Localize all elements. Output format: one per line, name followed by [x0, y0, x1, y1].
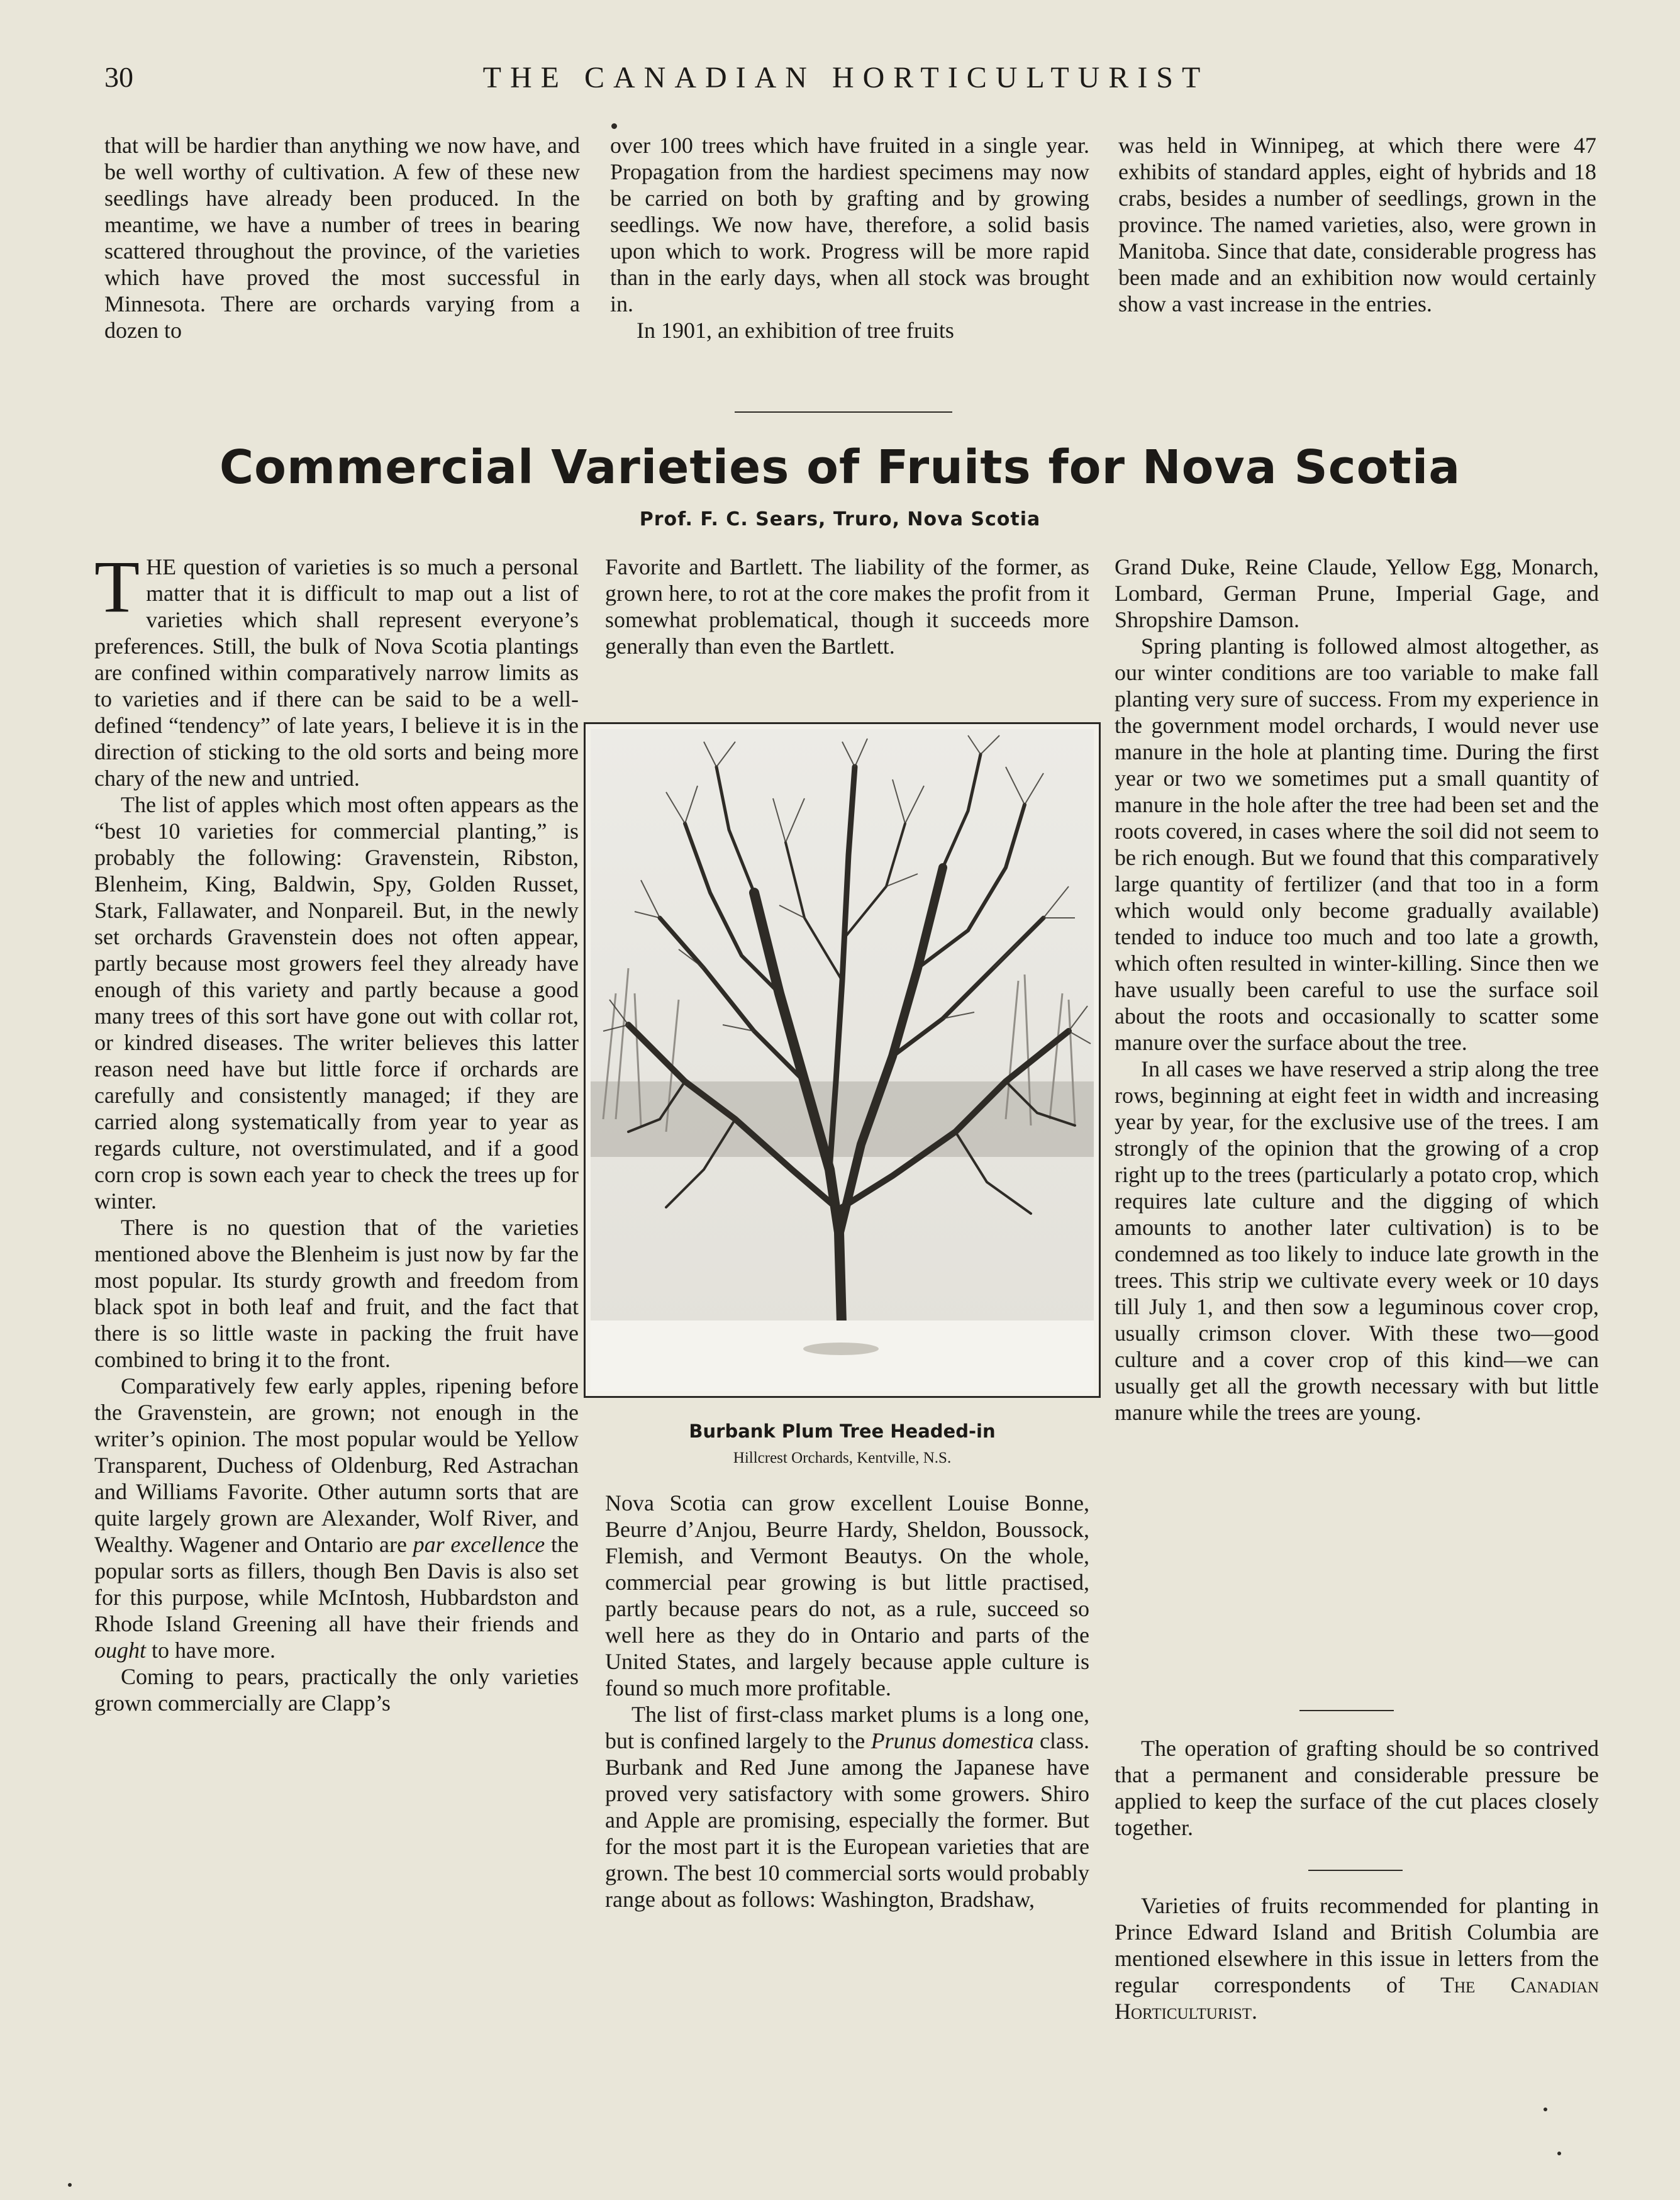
print-speck	[1557, 2152, 1561, 2155]
article-paragraph: Grand Duke, Reine Claude, Yellow Egg, Monarch, Lombard, German Prune, Imperial Gage, and Shropshire Damson.	[1115, 554, 1599, 632]
continued-paragraph: over 100 trees which have fruited in a single year. Propagation from the hardiest specimens may now be carried on both by grafting and by growing seedlings. We now have, therefore, a solid basis upon which to work. Progress will be more rapid than in the early days, when all stock was brought in.	[610, 133, 1089, 316]
article-paragraph: In all cases we have reserved a strip along the tree rows, beginning at eight feet in width and increasing year by year, for the exclusive use of the trees. I am strongly of the opinion that the growing of a crop right up to the trees (particularly a potato crop, which requires late culture and the digging of which amounts to another later cultivation) is to be condemned as too likely to induce late growth in the trees. This strip we cultivate every week or 10 days till July 1, and then sow a leguminous cover crop, usually crimson clover. With these two—good culture and a cover crop of this kind—we can usually get all the growth necessary with but little manure while the trees are young.	[1115, 1056, 1599, 1425]
article-paragraph: The list of apples which most often appears as the “best 10 varieties for commercial planting,” is probably the following: Gravenstein, Ribston, Blenheim, King, Baldwin, Spy, Golden Russet, Stark, Fallawater, and Nonpareil. But, in the newly set orchards Gravenstein does not often appear, partly because most growers feel they already have enough of this variety and partly because a good many trees of this sort have gone out with collar rot, or kindred diseases. The writer believes this latter reason need have but little force if orchards are carefully and consistently managed; if they are carried along systematically from year to year as regards culture, not overstimulated, and if a good corn crop is sown each year to check the trees up for winter.	[94, 792, 579, 1214]
section-divider	[735, 411, 952, 413]
print-speck	[68, 2183, 72, 2187]
continued-text-column-2	[610, 132, 1089, 343]
section-divider	[1299, 1710, 1394, 1711]
note-paragraph: The operation of grafting should be so contrived that a permanent and considerable pressure be applied to keep the surface of the cut places closely together.	[1115, 1736, 1599, 1840]
continued-paragraph: In 1901, an exhibition of tree fruits	[637, 318, 954, 343]
print-speck	[611, 123, 617, 129]
article-paragraph: Comparatively few early apples, ripening before the Gravenstein, are grown; not enough in the writer’s opinion. The most popular would be Yellow Transparent, Duchess of Oldenburg, Red Astrachan and Williams Favorite. Other autumn sorts that are quite largely grown are Alexander, Wolf River, and Wealthy. Wagener and Ontario are par excellence the popular sorts as fillers, though Ben Davis is also set for this purpose, while McIntosh, Hubbardston and Rhode Island Greening all have their friends and ought to have more.	[94, 1373, 579, 1663]
figure-credit: Hillcrest Orchards, Kentville, N.S.	[733, 1449, 952, 1466]
page-number: 30	[104, 61, 133, 93]
article-byline: Prof. F. C. Sears, Truro, Nova Scotia	[639, 508, 1041, 530]
article-paragraph: There is no question that of the varieties mentioned above the Blenheim is just now by far the most popular. Its sturdy growth and freedom from black spot in both leaf and fruit, and the fact that there is so little waste in packing the fruit have combined to bring it to the front.	[94, 1215, 579, 1372]
continued-paragraph: that will be hardier than anything we now have, and be well worthy of cultivation. A few of these new seedlings have already been produced. In the meantime, we have a number of trees in bearing scattered throughout the province, of the varieties which have proved the most successful in Minnesota. There are orchards varying from a dozen to	[104, 133, 580, 343]
continued-paragraph: was held in Winnipeg, at which there were 47 exhibits of standard apples, eight of hybrids and 18 crabs, besides a number of seedlings, grown in the province. The named varieties, also, were grown in Manitoba. Since that date, considerable progress has been made and an exhibition now would certainly show a vast increase in the entries.	[1118, 133, 1596, 316]
grafting-note	[1115, 1735, 1599, 1841]
continued-text-column-3	[1118, 132, 1596, 317]
article-column-2-top	[605, 554, 1089, 659]
article-paragraph: The list of first-class market plums is a long one, but is confined largely to the Prunus domestica class. Burbank and Red June among the Japanese have proved very satisfactory with some growers. Shiro and Apple are promising, especially the former. But for the most part it is the European varieties that are grown. The best 10 commercial sorts would probably range about as follows: Washington, Bradshaw,	[605, 1702, 1089, 1912]
figure-caption: Burbank Plum Tree Headed-in	[689, 1421, 996, 1442]
plum-tree-illustration	[591, 729, 1094, 1391]
note-paragraph: Varieties of fruits recommended for planting in Prince Edward Island and British Columbia are mentioned elsewhere in this issue in letters from the regular correspondents of The Canadian Horticulturist.	[1115, 1893, 1599, 2024]
article-paragraph: Nova Scotia can grow excellent Louise Bonne, Beurre d’Anjou, Beurre Hardy, Sheldon, Boussock, Flemish, and Vermont Beautys. On the whole, commercial pear growing is but little practised, partly because pears do not, as a rule, succeed so well here as they do in Ontario and parts of the United States, and largely because apple culture is found so much more profitable.	[605, 1490, 1089, 1700]
article-title: Commercial Varieties of Fruits for Nova Scotia	[219, 440, 1461, 494]
print-speck	[1544, 2108, 1547, 2111]
article-paragraph: Coming to pears, practically the only varieties grown commercially are Clapp’s	[94, 1664, 579, 1716]
drop-cap: T	[94, 545, 140, 628]
article-column-1	[94, 545, 579, 1716]
article-paragraph: THE question of varieties is so much a personal matter that it is difficult to map out a list of varieties which shall represent everyone’s preferences. Still, the bulk of Nova Scotia plantings are confined within comparatively narrow limits as to varieties and if there can be said to be a well-defined “tendency” of late years, I believe it is in the direction of sticking to the old sorts and being more chary of the new and untried.	[94, 545, 579, 791]
varieties-note	[1115, 1892, 1599, 2024]
article-paragraph: Favorite and Bartlett. The liability of the former, as grown here, to rot at the core makes the profit from it somewhat problematical, though it succeeds more generally than even the Bartlett.	[605, 554, 1089, 659]
magazine-name: The Canadian Horticulturist	[1115, 1972, 1599, 2024]
continued-text-column-1	[104, 132, 580, 343]
running-head: THE CANADIAN HORTICULTURIST	[482, 61, 1210, 94]
article-column-2-bottom	[605, 1490, 1089, 1912]
article-paragraph: Spring planting is followed almost altogether, as our winter conditions are too variable to make fall planting very sure of success. From my experience in the government model orchards, I would never use manure in the hole at planting time. During the first year or two we sometimes put a small quantity of manure in the hole after the tree had been set and the roots covered, in cases where the soil did not seem to be rich enough. But we found that this comparatively large quantity of fertilizer (and that too in a form which would only become gradually available) tended to induce too much and too late a growth, which often resulted in winter-killing. Since then we have usually been careful to use the surface soil about the roots and occasionally to scatter some manure over the surface about the tree.	[1115, 634, 1599, 1055]
article-column-3	[1115, 554, 1599, 1426]
section-divider	[1308, 1870, 1403, 1871]
tree-photograph	[584, 722, 1101, 1398]
